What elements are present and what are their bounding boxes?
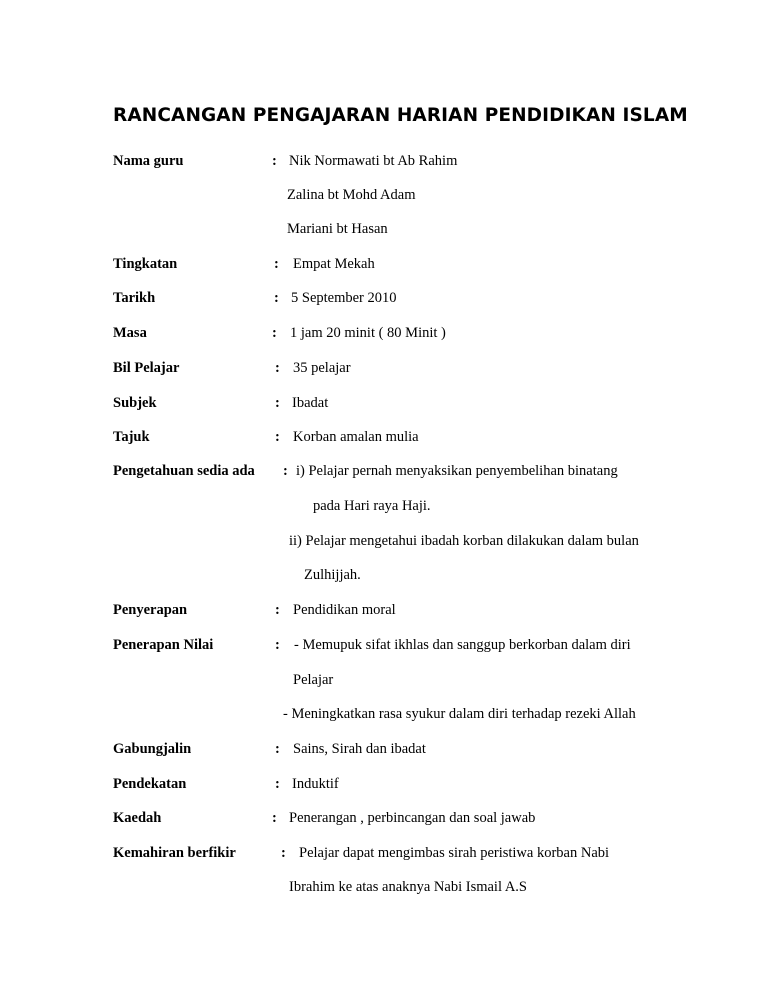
value-penerapan-line-2: Pelajar — [293, 672, 334, 688]
colon-kaedah: : — [272, 810, 277, 826]
colon-tarikh: : — [274, 290, 279, 306]
colon-masa: : — [272, 325, 277, 341]
colon-tingkatan: : — [274, 256, 279, 272]
colon-bil-pelajar: : — [275, 360, 280, 376]
label-kemahiran-berfikir: Kemahiran berfikir — [113, 845, 236, 861]
value-subjek: Ibadat — [292, 395, 329, 411]
colon-penerapan-nilai: : — [275, 637, 280, 653]
value-gabungjalin: Sains, Sirah dan ibadat — [293, 741, 426, 757]
value-pengetahuan-line-3: ii) Pelajar mengetahui ibadah korban dilakukan dalam bulan — [289, 533, 639, 549]
value-tajuk: Korban amalan mulia — [293, 429, 419, 445]
colon-tajuk: : — [275, 429, 280, 445]
value-kaedah: Penerangan , perbincangan dan soal jawab — [289, 810, 536, 826]
label-tingkatan: Tingkatan — [113, 256, 178, 272]
label-tajuk: Tajuk — [113, 429, 150, 445]
colon-gabungjalin: : — [275, 741, 280, 757]
colon-pendekatan: : — [275, 776, 280, 792]
value-pendekatan: Induktif — [292, 776, 339, 792]
label-penyerapan: Penyerapan — [113, 602, 188, 618]
label-tarikh: Tarikh — [113, 290, 156, 306]
label-kaedah: Kaedah — [113, 810, 162, 826]
value-penyerapan: Pendidikan moral — [293, 602, 396, 618]
document-title: RANCANGAN PENGAJARAN HARIAN PENDIDIKAN ISLAM — [113, 105, 688, 126]
label-pengetahuan-sedia-ada: Pengetahuan sedia ada — [113, 463, 255, 479]
value-penerapan-line-3: - Meningkatkan rasa syukur dalam diri terhadap rezeki Allah — [283, 706, 636, 722]
colon-nama-guru: : — [272, 153, 277, 169]
label-bil-pelajar: Bil Pelajar — [113, 360, 180, 376]
value-pengetahuan-line-2: pada Hari raya Haji. — [313, 498, 431, 514]
colon-kemahiran-berfikir: : — [281, 845, 286, 861]
value-tingkatan: Empat Mekah — [293, 256, 375, 272]
label-subjek: Subjek — [113, 395, 157, 411]
label-gabungjalin: Gabungjalin — [113, 741, 192, 757]
label-penerapan-nilai: Penerapan Nilai — [113, 637, 214, 653]
value-tarikh: 5 September 2010 — [291, 290, 397, 306]
value-bil-pelajar: 35 pelajar — [293, 360, 351, 376]
label-nama-guru: Nama guru — [113, 153, 184, 169]
colon-subjek: : — [275, 395, 280, 411]
value-nama-guru-2: Zalina bt Mohd Adam — [287, 187, 416, 203]
value-nama-guru-1: Nik Normawati bt Ab Rahim — [289, 153, 458, 169]
colon-penyerapan: : — [275, 602, 280, 618]
label-pendekatan: Pendekatan — [113, 776, 187, 792]
value-masa: 1 jam 20 minit ( 80 Minit ) — [290, 325, 446, 341]
value-penerapan-line-1: - Memupuk sifat ikhlas dan sanggup berkorban dalam diri — [294, 637, 631, 653]
value-nama-guru-3: Mariani bt Hasan — [287, 221, 388, 237]
value-pengetahuan-line-4: Zulhijjah. — [304, 567, 361, 583]
value-kemahiran-line-2: Ibrahim ke atas anaknya Nabi Ismail A.S — [289, 879, 527, 895]
value-pengetahuan-line-1: i) Pelajar pernah menyaksikan penyembelihan binatang — [296, 463, 618, 479]
value-kemahiran-line-1: Pelajar dapat mengimbas sirah peristiwa korban Nabi — [299, 845, 610, 861]
label-masa: Masa — [113, 325, 147, 341]
colon-pengetahuan-sedia-ada: : — [283, 463, 288, 479]
